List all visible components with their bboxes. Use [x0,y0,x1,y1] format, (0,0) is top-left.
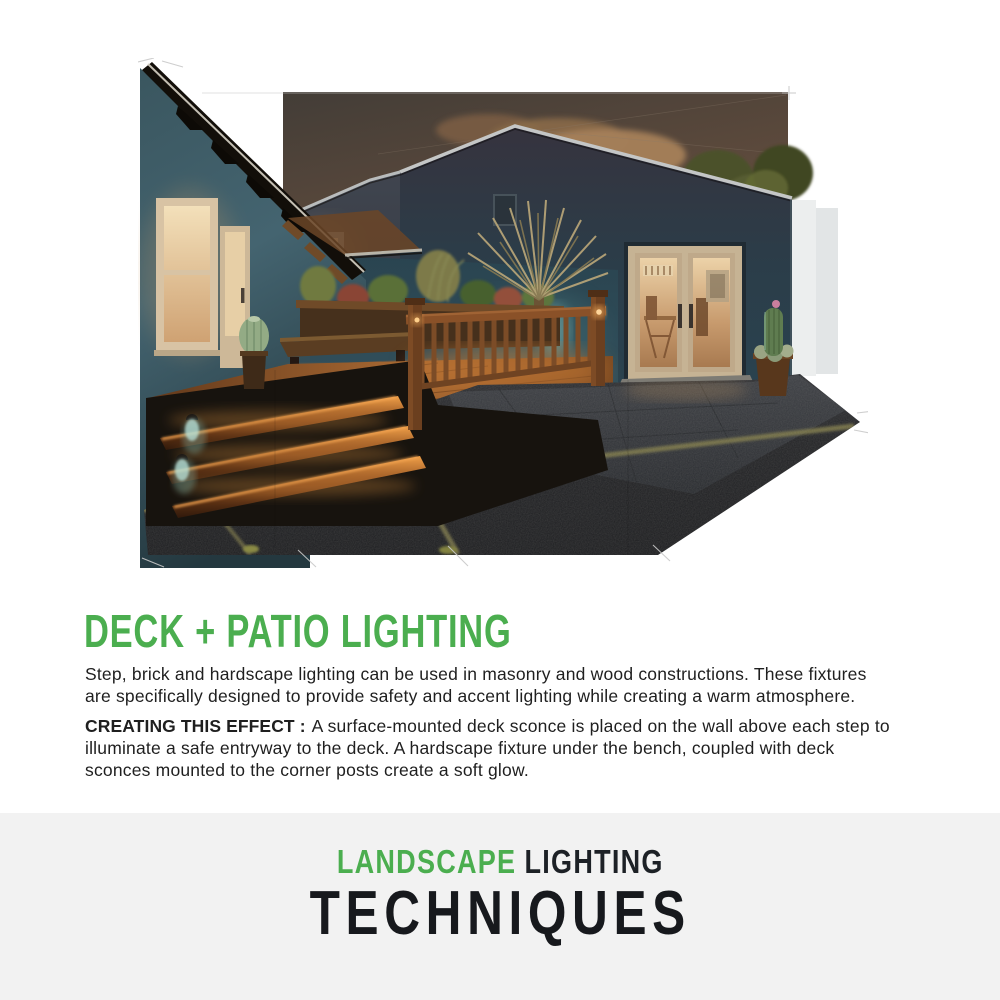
text-line: illuminate a safe entryway to the deck. A hardscape fixture under the bench, coupled with deck [85,738,835,758]
barrel-cactus [239,316,269,389]
footer-banner [0,813,1000,1000]
effect-lead-label: CREATING THIS EFFECT : [85,716,306,736]
footer-word-lighting: LIGHTING [524,843,664,880]
effect-text: A surface-mounted deck sconce is placed on the wall above each step to [311,716,890,736]
footer-title-line2 [0,879,1000,949]
text-line: are specifically designed to provide safety and accent lighting while creating a warm atmosphere. [85,686,856,706]
text-line: Step, brick and hardscape lighting can be used in masonry and wood constructions. These fixtures [85,664,867,684]
footer-word-techniques: TECHNIQUES [309,879,691,949]
side-panel [792,200,838,376]
section-heading-text: DECK + PATIO LIGHTING [84,605,512,657]
footer-word-landscape: LANDSCAPE [336,843,517,880]
gable-vent-window [494,195,516,225]
intro-paragraph [85,663,867,707]
effect-paragraph [85,715,890,781]
text-line: sconces mounted to the corner posts create a soft glow. [85,760,529,780]
deck-patio-night-render [138,58,868,568]
section-heading [84,605,654,657]
text-line [85,715,890,737]
footer-title-line1 [0,844,1000,880]
french-doors [618,242,754,388]
